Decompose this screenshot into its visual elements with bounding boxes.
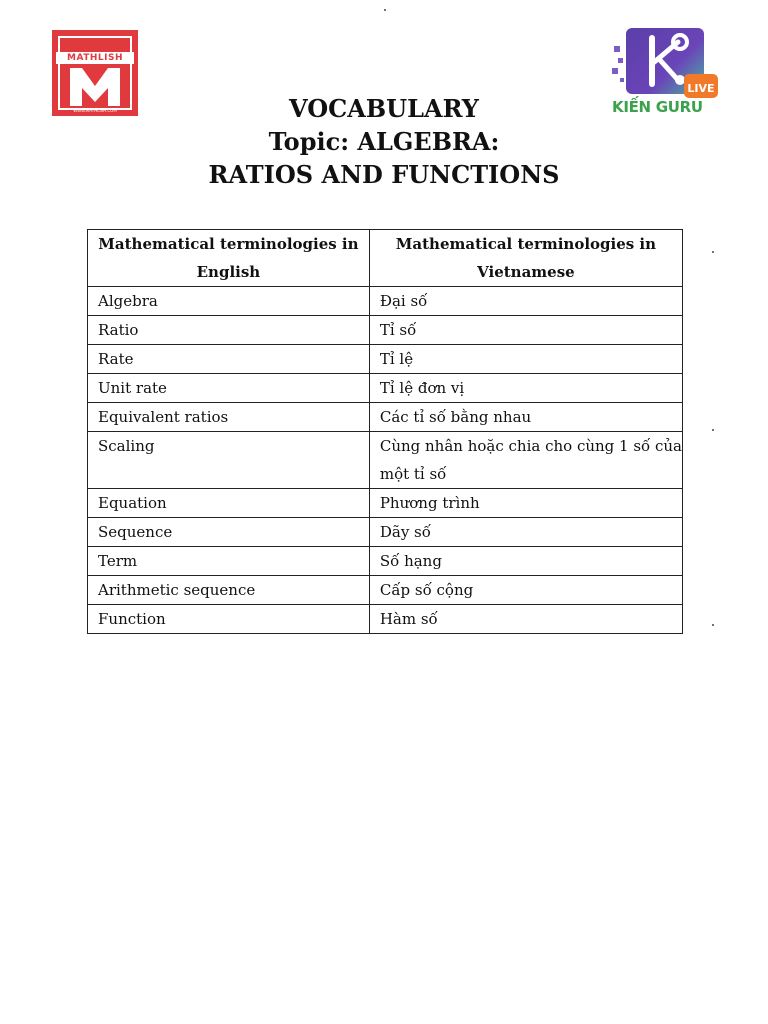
term-vietnamese: Tỉ lệ xyxy=(369,345,682,374)
term-english: Sequence xyxy=(88,518,370,547)
table-row xyxy=(88,576,683,605)
title-line-2: Topic: ALGEBRA: xyxy=(268,127,500,156)
table-header-row xyxy=(88,230,683,287)
term-english: Arithmetic sequence xyxy=(88,576,370,605)
term-vietnamese: Dãy số xyxy=(369,518,682,547)
term-vietnamese: Đại số xyxy=(369,287,682,316)
term-english: Equivalent ratios xyxy=(88,403,370,432)
table-row xyxy=(88,518,683,547)
table-row xyxy=(88,547,683,576)
term-vietnamese: Phương trình xyxy=(369,489,682,518)
page-mark xyxy=(712,429,714,431)
term-vietnamese: Cấp số cộng xyxy=(369,576,682,605)
table-row xyxy=(88,287,683,316)
term-vietnamese-line: Cùng nhân hoặc chia cho cùng 1 số của xyxy=(379,437,682,455)
vocabulary-table xyxy=(87,229,683,634)
mathlish-url: WWW.MATHLISH.COM xyxy=(73,108,117,113)
term-english: Term xyxy=(88,547,370,576)
document-title xyxy=(0,92,768,191)
term-english: Ratio xyxy=(88,316,370,345)
pixel-decoration xyxy=(612,68,618,74)
header-english: Mathematical terminologies in English xyxy=(88,230,370,287)
term-english: Algebra xyxy=(88,287,370,316)
table-row xyxy=(88,374,683,403)
page-mark xyxy=(384,9,386,11)
pixel-decoration xyxy=(618,58,623,63)
table-row xyxy=(88,403,683,432)
title-line-3: RATIOS AND FUNCTIONS xyxy=(208,160,560,189)
term-vietnamese: Tỉ số xyxy=(369,316,682,345)
table-row xyxy=(88,345,683,374)
pixel-decoration xyxy=(620,78,624,82)
page-mark xyxy=(712,251,714,253)
term-english: Function xyxy=(88,605,370,634)
term-vietnamese xyxy=(369,432,682,489)
table-row xyxy=(88,316,683,345)
table-row xyxy=(88,432,683,489)
term-vietnamese-line: một tỉ số xyxy=(379,465,447,483)
title-line-1: VOCABULARY xyxy=(289,94,479,123)
table-row xyxy=(88,605,683,634)
term-vietnamese: Số hạng xyxy=(369,547,682,576)
term-vietnamese: Hàm số xyxy=(369,605,682,634)
table-row xyxy=(88,489,683,518)
header-vietnamese: Mathematical terminologies in Vietnamese xyxy=(369,230,682,287)
term-english: Equation xyxy=(88,489,370,518)
pixel-decoration xyxy=(614,46,620,52)
live-badge: LIVE xyxy=(684,74,718,98)
page-mark xyxy=(712,624,714,626)
term-vietnamese: Tỉ lệ đơn vị xyxy=(369,374,682,403)
kienguru-wordmark: KIẾN GURU xyxy=(612,98,703,116)
term-english: Rate xyxy=(88,345,370,374)
term-english: Scaling xyxy=(88,432,370,489)
term-english: Unit rate xyxy=(88,374,370,403)
mathlish-wordmark: MATHLISH xyxy=(56,52,134,64)
term-vietnamese: Các tỉ số bằng nhau xyxy=(369,403,682,432)
